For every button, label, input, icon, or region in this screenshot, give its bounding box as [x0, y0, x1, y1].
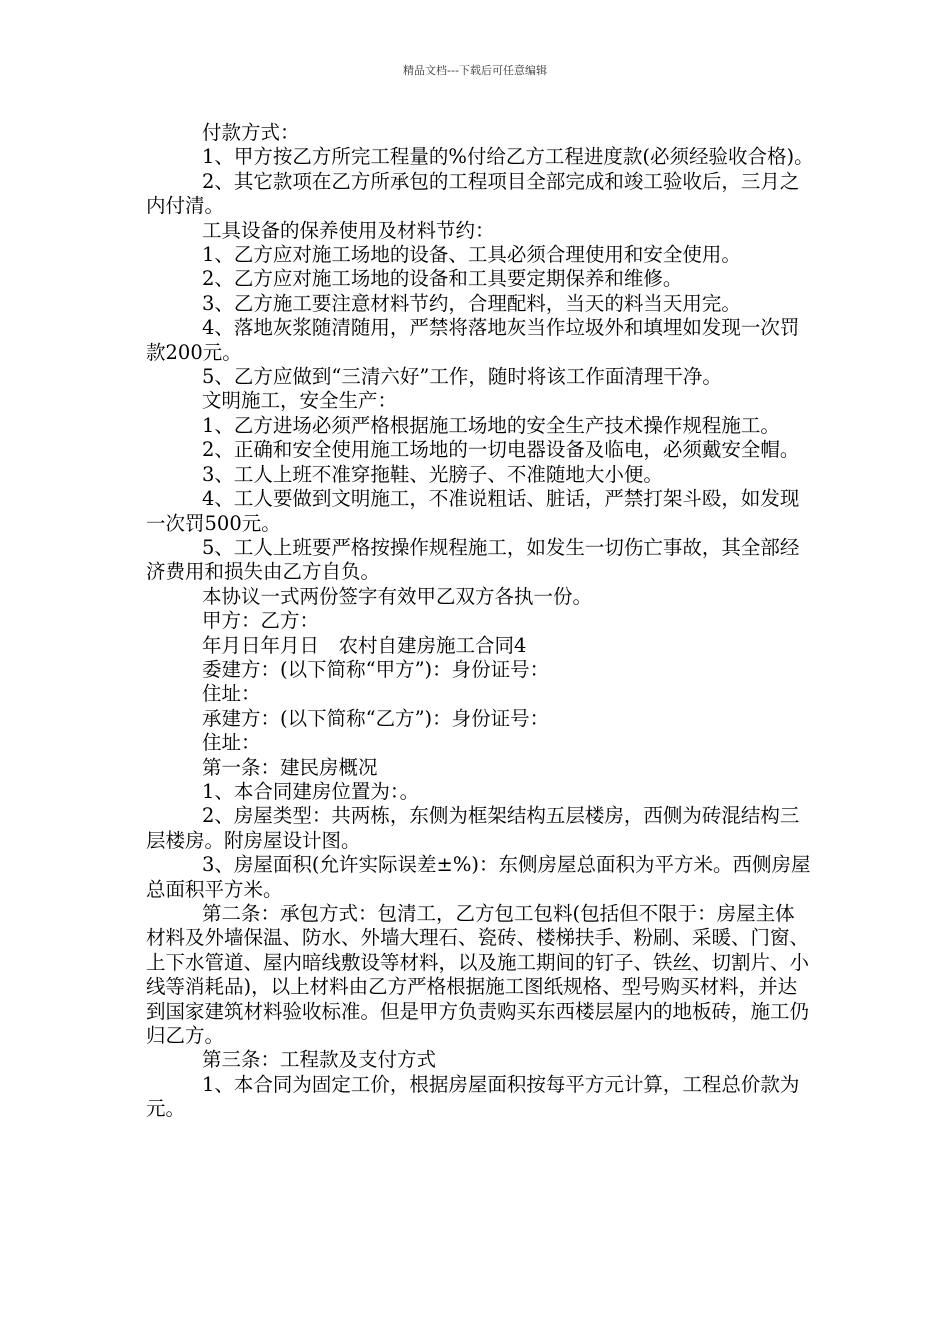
party-a-line: 委建方：(以下简称“甲方”)：身份证号：	[202, 657, 550, 681]
article-1-item-1: 1、本合同建房位置为：。	[202, 779, 420, 803]
article-2-body: 第二条：承包方式：包清工，乙方包工包料(包括但不限于：房屋主体材料及外墙保温、防水、外墙大理石、瓷砖、楼梯扶手、粉刷、采暖、门窗、上下水管道、屋内暗线敷设等材料，以及施工期间的钉子、铁丝、切割片、小线等消耗品)，以上材料由乙方严格根据施工图纸规格、型号购买材料，并达到国家建筑材料验收标准。但是甲方负责购买东西楼层屋内的地板砖，施工仍归乙方。	[146, 902, 810, 1048]
article-3-heading: 第三条：工程款及支付方式	[202, 1048, 437, 1072]
equipment-clause-2: 2、乙方应对施工场地的设备和工具要定期保养和维修。	[202, 267, 683, 291]
heading-equipment-maintenance: 工具设备的保养使用及材料节约：	[202, 218, 495, 242]
page-header: 精品文档---下载后可任意编辑	[403, 64, 547, 77]
equipment-clause-5: 5、乙方应做到“三清六好”工作，随时将该工作面清理干净。	[202, 365, 722, 389]
safety-clause-1: 1、乙方进场必须严格根据施工场地的安全生产技术操作规程施工。	[202, 413, 780, 437]
signature-dates-and-title: 年月日年月日 农村自建房施工合同4	[202, 633, 527, 657]
signature-parties: 甲方：乙方：	[202, 609, 320, 633]
safety-clause-3: 3、工人上班不准穿拖鞋、光膀子、不准随地大小便。	[202, 462, 663, 486]
article-1-heading: 第一条：建民房概况	[202, 755, 378, 779]
safety-clause-2: 2、正确和安全使用施工场地的一切电器设备及临电，必须戴安全帽。	[202, 438, 800, 462]
article-1-item-2: 2、房屋类型：共两栋，东侧为框架结构五层楼房，西侧为砖混结构三层楼房。附房屋设计图。	[146, 804, 800, 852]
party-a-address: 住址：	[202, 682, 261, 706]
heading-payment-method: 付款方式：	[202, 121, 300, 144]
payment-clause-2: 2、其它款项在乙方所承包的工程项目全部完成和竣工验收后，三月之内付清。	[146, 169, 800, 218]
agreement-copies: 本协议一式两份签字有效甲乙双方各执一份。	[202, 584, 593, 608]
article-1-item-3: 3、房屋面积(允许实际误差±%)：东侧房屋总面积为平方米。西侧房屋总面积平方米。	[146, 853, 811, 901]
equipment-clause-3: 3、乙方施工要注意材料节约，合理配料，当天的料当天用完。	[202, 291, 741, 315]
party-b-line: 承建方：(以下简称“乙方”)：身份证号：	[202, 706, 550, 730]
payment-clause-1: 1、甲方按乙方所完工程量的%付给乙方工程进度款(必须经验收合格)。	[202, 145, 814, 169]
document-body	[146, 121, 814, 1122]
party-b-address: 住址：	[202, 731, 261, 755]
safety-clause-4: 4、工人要做到文明施工，不准说粗话、脏话，严禁打架斗殴，如发现一次罚500元。	[146, 487, 800, 535]
equipment-clause-4: 4、落地灰浆随清随用，严禁将落地灰当作垃圾外和填埋如发现一次罚款200元。	[146, 316, 800, 364]
article-3-item-1: 1、本合同为固定工价，根据房屋面积按每平方元计算，工程总价款为元。	[146, 1072, 800, 1121]
equipment-clause-1: 1、乙方应对施工场地的设备、工具必须合理使用和安全使用。	[202, 243, 741, 267]
safety-clause-5: 5、工人上班要严格按操作规程施工，如发生一切伤亡事故，其全部经济费用和损失由乙方自负。	[146, 535, 800, 584]
heading-safety: 文明施工，安全生产：	[202, 389, 398, 413]
